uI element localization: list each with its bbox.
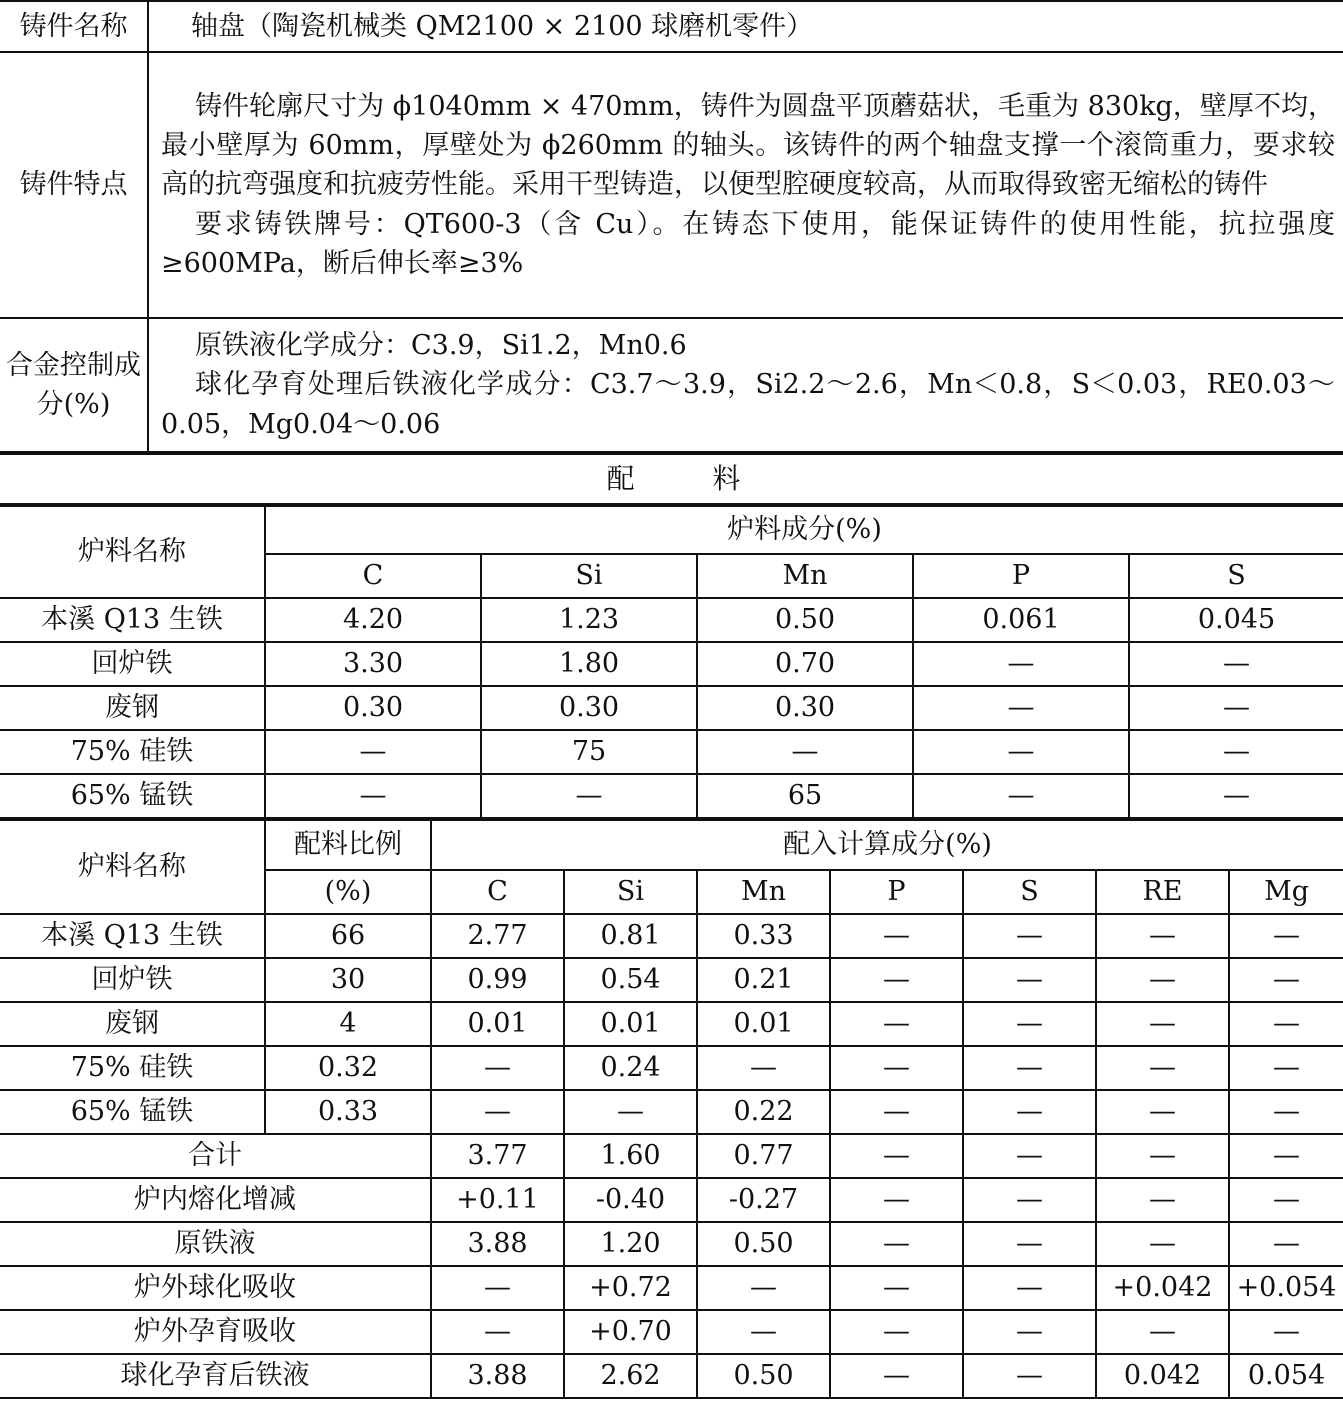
- calc-value: —: [431, 1046, 564, 1090]
- calc-summary-name: 炉外球化吸收: [0, 1266, 431, 1310]
- material-composition-header: 炉料成分(%): [265, 506, 1343, 554]
- calc-value: —: [697, 1310, 830, 1354]
- calc-value: —: [1229, 1310, 1343, 1354]
- material-value: —: [481, 774, 697, 818]
- calc-value: —: [830, 1222, 963, 1266]
- calc-row: [0, 1046, 1343, 1090]
- calc-value: 0.50: [697, 1222, 830, 1266]
- calc-value: —: [830, 1090, 963, 1134]
- calc-value: 0.01: [697, 1002, 830, 1046]
- material-value: 3.30: [265, 642, 481, 686]
- calc-value: 0.54: [564, 958, 697, 1002]
- casting-name-text: 轴盘（陶瓷机械类 QM2100 × 2100 球磨机零件）: [191, 10, 814, 42]
- material-name-header: 炉料名称: [0, 506, 265, 598]
- calc-value: +0.11: [431, 1178, 564, 1222]
- material-value: —: [265, 730, 481, 774]
- calc-ratio: 30: [265, 958, 431, 1002]
- material-name: 回炉铁: [0, 642, 265, 686]
- calc-value: 0.01: [431, 1002, 564, 1046]
- material-composition-table: [0, 505, 1343, 819]
- material-value: —: [1129, 686, 1343, 730]
- charge-calculation-table: [0, 819, 1343, 1399]
- calc-value: —: [1229, 914, 1343, 958]
- calc-material-name: 回炉铁: [0, 958, 265, 1002]
- material-value: 0.30: [481, 686, 697, 730]
- calc-summary-name: 原铁液: [0, 1222, 431, 1266]
- calc-value: 0.042: [1096, 1354, 1229, 1398]
- calc-header-row-1: [0, 820, 1343, 870]
- material-value: —: [913, 730, 1129, 774]
- section-title: [0, 454, 1343, 504]
- calc-value: —: [830, 1046, 963, 1090]
- calc-value: 1.60: [564, 1134, 697, 1178]
- section-title-char-1: 配: [606, 461, 635, 495]
- calc-summary-row: [0, 1134, 1343, 1178]
- calc-value: -0.40: [564, 1178, 697, 1222]
- calc-value: —: [431, 1090, 564, 1134]
- calc-ratio: 0.32: [265, 1046, 431, 1090]
- section-title-char-2: 料: [712, 461, 741, 495]
- calc-ratio: 0.33: [265, 1090, 431, 1134]
- calc-element-header: C: [431, 870, 564, 914]
- casting-feature-paragraph-2: 要求铸铁牌号：QT600-3（含 Cu）。在铸态下使用，能保证铸件的使用性能，抗拉强度≥600MPa，断后伸长率≥3%: [161, 208, 1335, 279]
- calc-summary-name: 炉内熔化增减: [0, 1178, 431, 1222]
- calc-value: —: [1096, 1046, 1229, 1090]
- calc-value: 0.21: [697, 958, 830, 1002]
- casting-feature-content: [148, 52, 1343, 318]
- calc-value: —: [830, 914, 963, 958]
- calc-value: +0.054: [1229, 1266, 1343, 1310]
- calc-value: —: [963, 958, 1096, 1002]
- calc-value: 0.81: [564, 914, 697, 958]
- calc-value: —: [963, 1310, 1096, 1354]
- calc-value: 2.62: [564, 1354, 697, 1398]
- calc-value: —: [963, 1134, 1096, 1178]
- material-value: 0.061: [913, 598, 1129, 642]
- material-value: —: [265, 774, 481, 818]
- calc-value: —: [1229, 1222, 1343, 1266]
- calc-value: 0.22: [697, 1090, 830, 1134]
- calc-summary-row: [0, 1310, 1343, 1354]
- calc-value: 3.88: [431, 1222, 564, 1266]
- calc-value: —: [963, 1354, 1096, 1398]
- material-value: —: [913, 774, 1129, 818]
- calc-value: —: [1096, 1178, 1229, 1222]
- alloy-control-row: [0, 318, 1343, 452]
- calc-value: —: [830, 1178, 963, 1222]
- calc-ratio: 66: [265, 914, 431, 958]
- calc-value: 0.01: [564, 1002, 697, 1046]
- calc-summary-row: [0, 1222, 1343, 1266]
- calc-element-header: S: [963, 870, 1096, 914]
- material-row: [0, 730, 1343, 774]
- calc-element-header: RE: [1096, 870, 1229, 914]
- calc-value: +0.70: [564, 1310, 697, 1354]
- calc-value: —: [830, 1266, 963, 1310]
- material-value: 65: [697, 774, 913, 818]
- material-name: 本溪 Q13 生铁: [0, 598, 265, 642]
- calc-ratio-unit: (%): [265, 870, 431, 914]
- material-value: —: [913, 642, 1129, 686]
- calc-summary-row: [0, 1354, 1343, 1398]
- calc-value: —: [1096, 914, 1229, 958]
- calc-value: —: [1096, 1002, 1229, 1046]
- material-element-header: S: [1129, 554, 1343, 598]
- material-value: —: [697, 730, 913, 774]
- calc-value: —: [564, 1090, 697, 1134]
- calc-ratio-header: 配料比例: [265, 820, 431, 870]
- calc-value: —: [431, 1266, 564, 1310]
- calc-value: +0.042: [1096, 1266, 1229, 1310]
- calc-value: —: [963, 1222, 1096, 1266]
- calc-element-header: Si: [564, 870, 697, 914]
- calc-summary-name: 合计: [0, 1134, 431, 1178]
- calc-value: —: [1096, 1134, 1229, 1178]
- casting-feature-label: 铸件特点: [0, 52, 148, 318]
- calc-value: —: [1229, 1046, 1343, 1090]
- material-row: [0, 774, 1343, 818]
- material-element-header: Si: [481, 554, 697, 598]
- casting-feature-row: [0, 52, 1343, 318]
- material-value: 1.23: [481, 598, 697, 642]
- material-value: 75: [481, 730, 697, 774]
- casting-info-table: [0, 0, 1343, 453]
- calc-element-header: Mn: [697, 870, 830, 914]
- calc-material-name: 本溪 Q13 生铁: [0, 914, 265, 958]
- calc-material-name: 75% 硅铁: [0, 1046, 265, 1090]
- calc-value: —: [1096, 958, 1229, 1002]
- calc-row: [0, 1090, 1343, 1134]
- material-name: 废钢: [0, 686, 265, 730]
- calc-value: —: [1096, 1310, 1229, 1354]
- calc-value: —: [963, 914, 1096, 958]
- calc-value: 3.77: [431, 1134, 564, 1178]
- material-name: 75% 硅铁: [0, 730, 265, 774]
- material-row: [0, 598, 1343, 642]
- calc-summary-name: 炉外孕育吸收: [0, 1310, 431, 1354]
- calc-value: 2.77: [431, 914, 564, 958]
- calc-material-name: 65% 锰铁: [0, 1090, 265, 1134]
- calc-material-name: 废钢: [0, 1002, 265, 1046]
- calc-value: —: [1096, 1222, 1229, 1266]
- material-value: 0.70: [697, 642, 913, 686]
- calc-row: [0, 1002, 1343, 1046]
- calc-value: —: [1096, 1090, 1229, 1134]
- calc-element-header: Mg: [1229, 870, 1343, 914]
- calc-value: 0.50: [697, 1354, 830, 1398]
- calc-ratio: 4: [265, 1002, 431, 1046]
- material-element-header: Mn: [697, 554, 913, 598]
- material-value: 0.045: [1129, 598, 1343, 642]
- calc-value: 3.88: [431, 1354, 564, 1398]
- calc-value: -0.27: [697, 1178, 830, 1222]
- calc-name-header: 炉料名称: [0, 820, 265, 914]
- calc-summary-row: [0, 1266, 1343, 1310]
- calc-summary-name: 球化孕育后铁液: [0, 1354, 431, 1398]
- casting-name-label: 铸件名称: [0, 1, 148, 52]
- calc-value: —: [1229, 958, 1343, 1002]
- material-name: 65% 锰铁: [0, 774, 265, 818]
- calc-element-header: P: [830, 870, 963, 914]
- calc-value: 0.054: [1229, 1354, 1343, 1398]
- material-value: 0.30: [265, 686, 481, 730]
- calc-value: 0.77: [697, 1134, 830, 1178]
- material-row: [0, 686, 1343, 730]
- material-value: —: [913, 686, 1129, 730]
- calc-composition-header: 配入计算成分(%): [431, 820, 1343, 870]
- material-value: —: [1129, 730, 1343, 774]
- calc-value: 0.33: [697, 914, 830, 958]
- calc-value: —: [697, 1266, 830, 1310]
- calc-value: +0.72: [564, 1266, 697, 1310]
- calc-value: —: [1229, 1090, 1343, 1134]
- material-header-row-1: [0, 506, 1343, 554]
- material-value: 4.20: [265, 598, 481, 642]
- calc-value: —: [830, 1002, 963, 1046]
- material-value: —: [1129, 774, 1343, 818]
- alloy-treated-iron-text: 球化孕育处理后铁液化学成分：C3.7～3.9，Si2.2～2.6，Mn＜0.8，S＜0.03，RE0.03～0.05，Mg0.04～0.06: [161, 369, 1335, 440]
- casting-feature-paragraph-1: 铸件轮廓尺寸为 ϕ1040mm × 470mm，铸件为圆盘平顶蘑菇状，毛重为 830kg，壁厚不均，最小壁厚为 60mm，厚壁处为 ϕ260mm 的轴头。该铸件的两个轴盘支撑一个滚筒重力，要求较高的抗弯强度和抗疲劳性能。采用干型铸造，以便型腔硬度较高，从而取得致密无缩松的铸件: [161, 91, 1335, 201]
- calc-value: —: [1229, 1134, 1343, 1178]
- calc-value: —: [697, 1046, 830, 1090]
- calc-value: —: [830, 1134, 963, 1178]
- material-value: 0.50: [697, 598, 913, 642]
- calc-row: [0, 958, 1343, 1002]
- calc-summary-row: [0, 1178, 1343, 1222]
- casting-name-row: [0, 1, 1343, 52]
- alloy-control-label: 合金控制成分(%): [0, 318, 148, 452]
- alloy-raw-iron-text: 原铁液化学成分：C3.9，Si1.2，Mn0.6: [195, 330, 687, 362]
- casting-name-value: [148, 1, 1343, 52]
- calc-value: —: [963, 1266, 1096, 1310]
- calc-value: —: [1229, 1002, 1343, 1046]
- calc-value: 0.24: [564, 1046, 697, 1090]
- calc-value: 1.20: [564, 1222, 697, 1266]
- calc-value: —: [1229, 1178, 1343, 1222]
- calc-value: —: [830, 958, 963, 1002]
- material-row: [0, 642, 1343, 686]
- material-value: 1.80: [481, 642, 697, 686]
- calc-value: —: [830, 1310, 963, 1354]
- calc-value: —: [963, 1090, 1096, 1134]
- calc-value: —: [963, 1046, 1096, 1090]
- material-value: 0.30: [697, 686, 913, 730]
- calc-value: —: [963, 1178, 1096, 1222]
- section-title-table: [0, 453, 1343, 505]
- calc-value: 0.99: [431, 958, 564, 1002]
- calc-value: —: [431, 1310, 564, 1354]
- material-value: —: [1129, 642, 1343, 686]
- material-element-header: P: [913, 554, 1129, 598]
- alloy-control-content: [148, 318, 1343, 452]
- material-element-header: C: [265, 554, 481, 598]
- calc-value: —: [830, 1354, 963, 1398]
- calc-value: —: [963, 1002, 1096, 1046]
- calc-row: [0, 914, 1343, 958]
